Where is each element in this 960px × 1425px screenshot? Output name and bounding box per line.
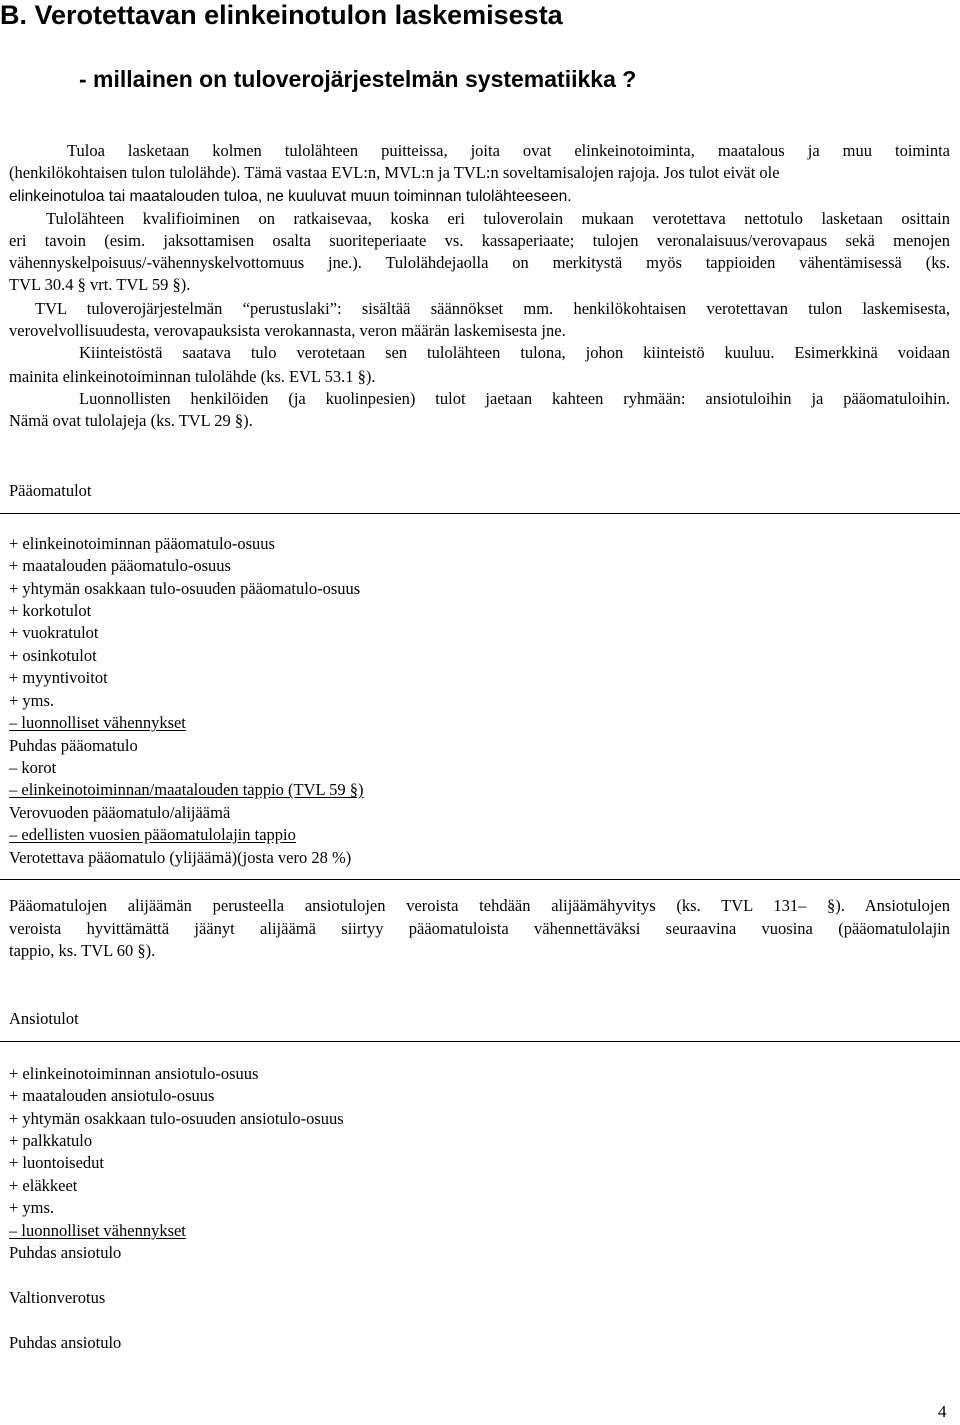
- page-number: 4: [938, 1402, 947, 1421]
- earned-item-8: – luonnolliset vähennykset: [9, 1221, 186, 1240]
- intro-line-1: Tuloa lasketaan kolmen tulolähteen puitteissa, joita ovat elinkeinotoiminta, maatalous ja muu toiminta: [67, 141, 950, 160]
- intro-line-7: TVL 30.4 § vrt. TVL 59 §).: [9, 275, 191, 294]
- capital-item-6: + osinkotulot: [9, 646, 97, 665]
- earned-item-3: + yhtymän osakkaan tulo-osuuden ansiotulo-osuus: [9, 1109, 344, 1128]
- earned-item-2: + maatalouden ansiotulo-osuus: [9, 1086, 215, 1105]
- capital-item-5: + vuokratulot: [9, 623, 99, 642]
- capital-item-15: Verotettava pääomatulo (ylijäämä)(josta vero 28 %): [9, 848, 352, 867]
- intro-line-9: verovelvollisuudesta, verovapauksista verokannasta, veron määrän laskemisesta jne.: [9, 321, 566, 340]
- earned-state-taxation: Valtionverotus: [9, 1288, 106, 1307]
- capital-item-9: – luonnolliset vähennykset: [9, 713, 186, 732]
- capital-item-2: + maatalouden pääomatulo-osuus: [9, 556, 231, 575]
- intro-line-10: Kiinteistöstä saatava tulo verotetaan sen tulolähteen tulona, johon kiinteistö kuuluu. Esimerkkinä voidaan: [79, 343, 950, 362]
- capital-item-7: + myyntivoitot: [9, 668, 108, 687]
- capital-note-line-2: veroista hyvittämättä jäänyt alijäämä siirtyy pääomatuloista vähennettäväksi seuraavina vuosina (pääomatulolajin: [9, 919, 950, 938]
- capital-item-13: Verovuoden pääomatulo/alijäämä: [9, 803, 231, 822]
- earned-top-rule: [0, 1041, 960, 1042]
- intro-line-3: elinkeinotuloa tai maatalouden tuloa, ne kuuluvat muun toiminnan tulolähteeseen.: [9, 188, 572, 205]
- intro-line-4: Tulolähteen kvalifioiminen on ratkaisevaa, koska eri tuloverolain mukaan verotettava nettotulo lasketaan osittain: [46, 209, 950, 228]
- earned-net-income-repeat: Puhdas ansiotulo: [9, 1333, 122, 1352]
- intro-line-6: vähennyskelpoisuus/-vähennyskelvottomuus jne.). Tulolähdejaolla on merkitystä myös tappioiden vähentämisessä (ks.: [9, 253, 950, 272]
- intro-line-13: Nämä ovat tulolajeja (ks. TVL 29 §).: [9, 411, 253, 430]
- capital-item-4: + korkotulot: [9, 601, 92, 620]
- capital-item-11: – korot: [9, 758, 57, 777]
- earned-item-9: Puhdas ansiotulo: [9, 1243, 122, 1262]
- intro-line-8: TVL tuloverojärjestelmän “perustuslaki”: sisältää säännökset mm. henkilökohtaisen verotettavan tulon laskemisesta,: [35, 299, 950, 318]
- earned-item-7: + yms.: [9, 1198, 55, 1217]
- intro-line-5: eri tavoin (esim. jaksottamisen osalta suoriteperiaate vs. kassaperiaate; tulojen veronalaisuus/verovapaus sekä menojen: [9, 231, 950, 250]
- capital-top-rule: [0, 513, 960, 514]
- intro-line-2: [9, 162, 780, 184]
- document-subtitle: - millainen on tuloverojärjestelmän systematiikka ?: [79, 66, 637, 92]
- document-title: B. Verotettavan elinkeinotulon laskemisesta: [0, 0, 563, 30]
- capital-item-10: Puhdas pääomatulo: [9, 736, 138, 755]
- capital-note-line-1: Pääomatulojen alijäämän perusteella ansiotulojen veroista tehdään alijäämähyvitys (ks. TVL 131– §). Ansiotulojen: [9, 896, 950, 915]
- intro-line-11: mainita elinkeinotoiminnan tulolähde (ks. EVL 53.1 §).: [9, 367, 376, 386]
- earned-heading: Ansiotulot: [9, 1009, 79, 1028]
- capital-item-12: – elinkeinotoiminnan/maatalouden tappio (TVL 59 §): [9, 780, 364, 799]
- capital-heading: Pääomatulot: [9, 481, 92, 500]
- earned-item-4: + palkkatulo: [9, 1131, 93, 1150]
- capital-item-3: + yhtymän osakkaan tulo-osuuden pääomatulo-osuus: [9, 579, 361, 598]
- capital-bottom-rule: [0, 879, 960, 880]
- capital-item-8: + yms.: [9, 691, 55, 710]
- capital-item-14: – edellisten vuosien pääomatulolajin tappio: [9, 825, 296, 844]
- earned-item-6: + eläkkeet: [9, 1176, 78, 1195]
- capital-item-1: + elinkeinotoiminnan pääomatulo-osuus: [9, 534, 275, 553]
- capital-note-line-3: tappio, ks. TVL 60 §).: [9, 941, 156, 960]
- earned-item-5: + luontoisedut: [9, 1153, 105, 1172]
- intro-line-12: Luonnollisten henkilöiden (ja kuolinpesien) tulot jaetaan kahteen ryhmään: ansiotuloihin ja pääomatuloihin.: [79, 389, 950, 408]
- intro-line-2-text: (henkilökohtaisen tulon tulolähde). Tämä vastaa EVL:n, MVL:n ja TVL:n soveltamisalojen rajoja. Jos tulot eivät ole: [9, 163, 780, 182]
- earned-item-1: + elinkeinotoiminnan ansiotulo-osuus: [9, 1064, 259, 1083]
